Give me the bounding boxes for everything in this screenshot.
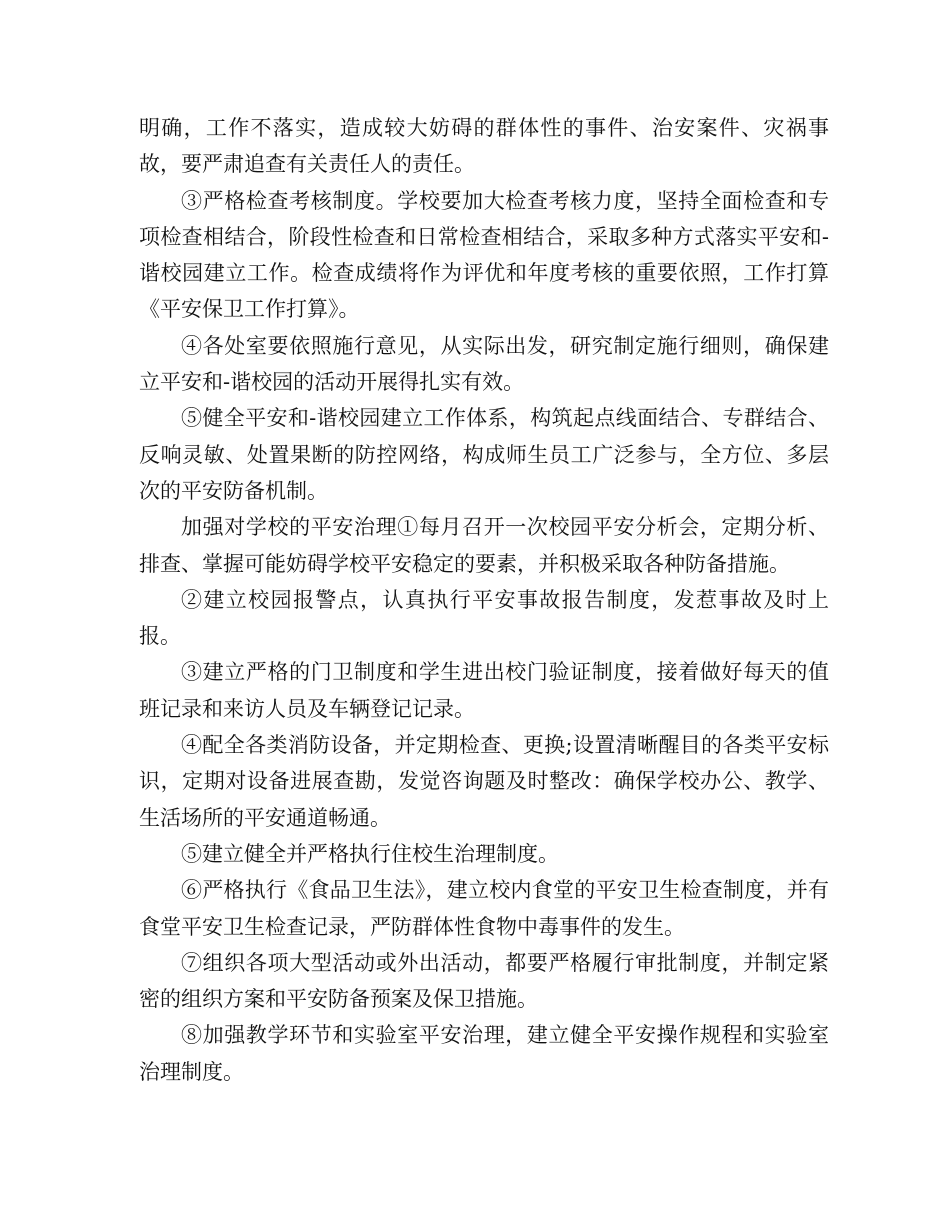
paragraph-8: ④配全各类消防设备，并定期检查、更换;设置清晰醒目的各类平安标识，定期对设备进展查勘，发觉咨询题及时整改：确保学校办公、教学、生活场所的平安通道畅通。: [139, 733, 829, 830]
paragraph-5: 加强对学校的平安治理①每月召开一次校园平安分析会，定期分析、排查、掌握可能妨碍学校平安稳定的要素，并积极采取各种防备措施。: [139, 515, 829, 576]
paragraph-12: ⑧加强教学环节和实验室平安治理，建立健全平安操作规程和实验室治理制度。: [139, 1023, 829, 1084]
paragraph-2: ③严格检查考核制度。学校要加大检查考核力度，坚持全面检查和专项检查相结合，阶段性检查和日常检查相结合，采取多种方式落实平安和-谐校园建立工作。检查成绩将作为评优和年度考核的重要依照，工作打算《平安保卫工作打算》。: [139, 188, 829, 322]
paragraph-11: ⑦组织各项大型活动或外出活动，都要严格履行审批制度，并制定紧密的组织方案和平安防备预案及保卫措施。: [139, 950, 829, 1012]
paragraph-7: ③建立严格的门卫制度和学生进出校门验证制度，接着做好每天的值班记录和来访人员及车辆登记记录。: [139, 660, 829, 721]
paragraph-6: ②建立校园报警点，认真执行平安事故报告制度，发惹事故及时上报。: [139, 587, 829, 649]
paragraph-3: ④各处室要依照施行意见，从实际出发，研究制定施行细则，确保建立平安和-谐校园的活动开展得扎实有效。: [139, 333, 829, 395]
paragraph-9: ⑤建立健全并严格执行住校生治理制度。: [181, 841, 559, 866]
paragraph-4: ⑤健全平安和-谐校园建立工作体系，构筑起点线面结合、专群结合、反响灵敏、处置果断的防控网络，构成师生员工广泛参与，全方位、多层次的平安防备机制。: [139, 406, 829, 503]
document-body: [139, 110, 829, 1090]
paragraph-10: ⑥严格执行《食品卫生法》，建立校内食堂的平安卫生检查制度，并有食堂平安卫生检查记录，严防群体性食物中毒事件的发生。: [139, 878, 829, 939]
paragraph-1: 明确，工作不落实，造成较大妨碍的群体性的事件、治安案件、灾祸事故，要严肃追查有关责任人的责任。: [139, 116, 829, 177]
